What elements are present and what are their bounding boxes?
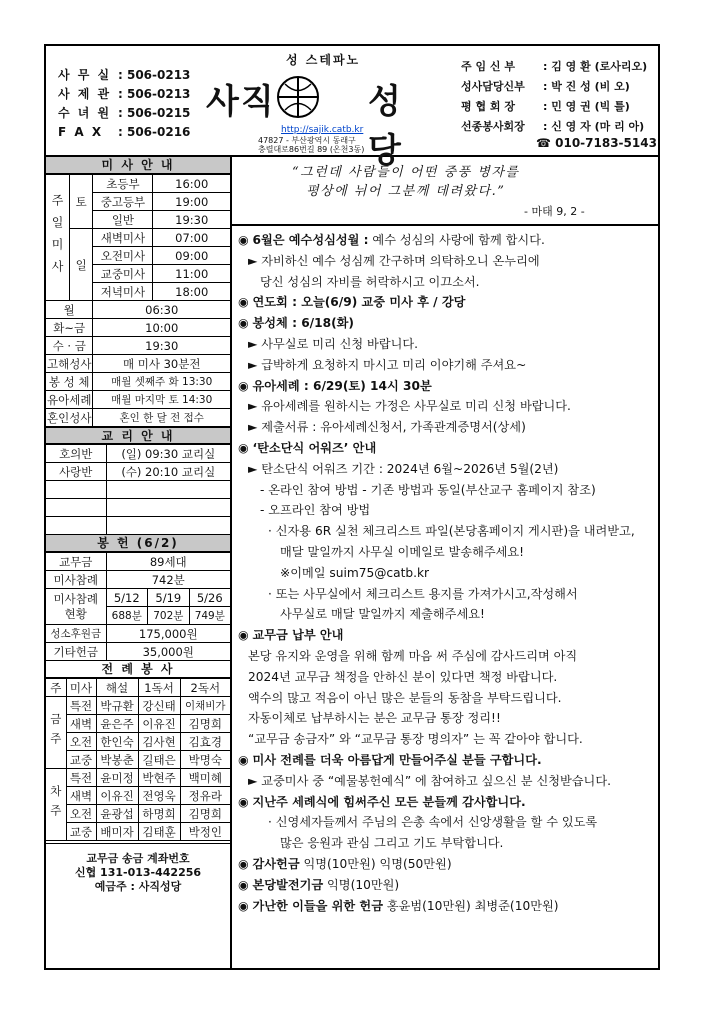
notice-heading: ◉ 연도회 : 오늘(6/9) 교중 미사 후 / 강당	[238, 295, 466, 310]
liturgy-heading: 전 례 봉 사	[46, 661, 230, 678]
staff-row: 선종봉사회장 : 신 영 자 (마 리 아)	[461, 120, 645, 133]
table-cell: 오전	[66, 733, 96, 751]
table-cell: 백미혜	[180, 769, 230, 787]
table-row: 미사참례 현황 5/12 5/19 5/26	[46, 589, 230, 607]
table-cell: 특전	[66, 697, 96, 715]
table-cell: 혼인 한 달 전 접수	[93, 409, 230, 427]
table-cell: 화~금	[46, 319, 93, 337]
table-cell: 한인숙	[96, 733, 138, 751]
left-column	[46, 157, 232, 970]
table-row	[46, 319, 230, 337]
bullet-icon: ◉	[238, 295, 253, 310]
notice-heading: ◉ 봉성체 : 6/18(화)	[238, 316, 354, 331]
table-cell: 윤은주	[96, 715, 138, 733]
contact-row: F A X : 506-0216	[58, 125, 191, 139]
notice-line: 많은 응원과 관심 그리고 기도 부탁합니다.	[280, 836, 504, 851]
notice-line: - 오프라인 참여 방법	[260, 503, 371, 518]
account-info: 교무금 송금 계좌번호 신협 131-013-442256 예금주 : 사직성당	[46, 843, 230, 894]
parish-logo-icon	[275, 74, 321, 120]
notice-line: ► 사무실로 미리 신청 바랍니다.	[248, 336, 419, 351]
table-row	[46, 697, 230, 715]
contact-row: 수 녀 원 : 506-0215	[58, 106, 191, 120]
table-cell: 박규환	[96, 697, 138, 715]
liturgy-table	[46, 678, 230, 841]
notice-line: 사무실로 매달 말일까지 제출해주세요!	[280, 607, 485, 622]
table-cell: 매월 마지막 토 14:30	[93, 391, 230, 409]
table-cell: 이채비가	[180, 697, 230, 715]
table-row	[46, 301, 230, 319]
bullet-icon: ◉	[238, 794, 253, 809]
table-row	[46, 463, 230, 481]
table-cell: 봉 성 체	[46, 373, 93, 391]
table-cell: 오전	[66, 805, 96, 823]
notice-heading: ◉ ‘탄소단식 어워즈’ 안내	[238, 440, 377, 455]
contact-row: 사 제 관 : 506-0213	[58, 87, 191, 101]
offering-table	[46, 552, 230, 661]
notices	[232, 224, 658, 916]
table-cell: 김태훈	[138, 823, 180, 841]
table-row	[46, 769, 230, 787]
notice-line: “교무금 송금자” 와 “교무금 통장 명의자” 는 꼭 같아야 합니다.	[248, 732, 583, 747]
empty-cell	[106, 481, 230, 499]
table-cell: 유아세례	[47, 392, 92, 407]
table-cell: 교중	[66, 823, 96, 841]
table-row	[46, 355, 230, 373]
table-row	[46, 823, 230, 841]
table-cell: 차주	[46, 769, 66, 841]
notice-line: · 또는 사무실에서 체크리스트 용지를 가져가시고,작성해서	[268, 586, 578, 601]
table-cell: 박봉춘	[96, 751, 138, 769]
class-heading: 교 리 안 내	[46, 427, 230, 444]
notice-line: ► 유아세례를 원하시는 가정은 사무실로 미리 신청 바랍니다.	[248, 399, 571, 414]
table-cell: 배미자	[96, 823, 138, 841]
table-cell: 11:00	[153, 265, 230, 283]
bullet-icon: ◉	[238, 440, 253, 455]
bullet-icon: ◉	[238, 752, 253, 767]
table-row	[46, 751, 230, 769]
table-cell: 16:00	[153, 175, 230, 193]
notice-line: 당신 성심의 자비를 허락하시고 이끄소서.	[260, 274, 480, 289]
table-cell: 윤미정	[96, 769, 138, 787]
table-cell: 강신태	[138, 697, 180, 715]
table-cell: 혼인성사	[47, 410, 92, 425]
notice-line: · 신자용 6R 실천 체크리스트 파일(본당홈페이지 게시판)을 내려받고,	[268, 524, 635, 539]
table-cell: 수 · 금	[46, 337, 93, 355]
table-cell: 박명숙	[180, 751, 230, 769]
notice-line: · 신영세자들께서 주님의 은총 속에서 신앙생활을 할 수 있도록	[268, 815, 598, 830]
table-cell: 김사현	[138, 733, 180, 751]
table-cell: 19:30	[153, 211, 230, 229]
table-row	[46, 391, 230, 409]
table-row: 교무금 89세대	[46, 553, 230, 571]
scripture-source: - 마태 9, 2 -	[524, 205, 585, 218]
table-row	[46, 733, 230, 751]
notice-heading: ◉ 본당발전기금 익명(10만원)	[238, 877, 400, 892]
mass-heading: 미 사 안 내	[46, 157, 230, 174]
table-cell: 저녁미사	[93, 283, 153, 301]
table-cell: 하명희	[138, 805, 180, 823]
table-cell: 정유라	[180, 787, 230, 805]
table-cell: 10:00	[93, 319, 230, 337]
table-row	[46, 373, 230, 391]
table-cell: 교중	[66, 751, 96, 769]
table-cell: 전영욱	[138, 787, 180, 805]
notice-line: ► 자비하신 예수 성심께 간구하며 의탁하오니 온누리에	[248, 253, 540, 268]
notice-line: ► 탄소단식 어워즈 기간 : 2024년 6월~2026년 5월(2년)	[248, 461, 559, 476]
bullet-icon: ◉	[238, 898, 253, 913]
table-row	[46, 229, 230, 247]
phone-number: ☎ 010-7183-5143	[536, 136, 657, 150]
table-cell: 19:00	[153, 193, 230, 211]
table-cell: 김명희	[180, 715, 230, 733]
table-row: 기타헌금 35,000원	[46, 643, 230, 661]
table-cell: 매 미사 30분전	[93, 355, 230, 373]
empty-cell	[106, 499, 230, 517]
empty-cell	[46, 517, 106, 535]
bulletin-page	[44, 44, 660, 970]
table-row: 688분 702분 749분	[46, 607, 230, 625]
bullet-icon: ◉	[238, 378, 253, 393]
table-cell: 07:00	[153, 229, 230, 247]
bullet-icon: ◉	[238, 628, 253, 643]
table-row	[46, 805, 230, 823]
table-cell: (수) 20:10 교리실	[106, 463, 230, 481]
parish-subtitle: 성 스테파노	[286, 53, 361, 67]
table-cell: 이유진	[138, 715, 180, 733]
notice-heading: ◉ 유아세례 : 6/29(토) 14시 30분	[238, 378, 432, 393]
table-cell: 고해성사	[47, 356, 92, 371]
notice-line: ※이메일 suim75@catb.kr	[280, 565, 430, 580]
table-cell: 호의반	[46, 445, 106, 463]
title-right: 성당	[368, 82, 403, 171]
notice-heading: ◉ 교무금 납부 안내	[238, 628, 344, 643]
table-cell: 초등부	[93, 175, 153, 193]
notice-heading: ◉ 6월은 예수성심성월 : 예수 성심의 사랑에 함께 합시다.	[238, 233, 545, 247]
bullet-icon: ◉	[238, 316, 253, 331]
notice-line: 자동이체로 납부하시는 분은 교무금 통장 정리!!	[248, 711, 501, 726]
table-cell: 주일미사	[46, 175, 69, 301]
contact-row: 사 무 실 : 506-0213	[58, 68, 191, 82]
table-cell: 교중미사	[93, 265, 153, 283]
contact-list	[58, 66, 190, 142]
table-cell: 금주	[46, 697, 66, 769]
empty-cell	[106, 517, 230, 535]
notice-heading: ◉ 지난주 세례식에 힘써주신 모든 분들께 감사합니다.	[238, 794, 526, 809]
table-cell: 18:00	[153, 283, 230, 301]
table-row: 미사참례 742분	[46, 571, 230, 589]
parish-website-link[interactable]: http://sajik.catb.kr	[281, 125, 364, 135]
staff-row: 주 임 신 부 : 김 영 환 (로사리오)	[461, 60, 648, 73]
table-cell: 새벽	[66, 715, 96, 733]
notice-line: ► 제출서류 : 유아세례신청서, 가족관계증명서(상세)	[248, 420, 526, 435]
table-cell: (일) 09:30 교리실	[106, 445, 230, 463]
staff-row: 평 협 회 장 : 민 영 권 (빅 틀)	[461, 100, 630, 113]
table-cell: 새벽	[66, 787, 96, 805]
table-row: 성소후원금 175,000원	[46, 625, 230, 643]
table-cell: 길태은	[138, 751, 180, 769]
title-left: 사직	[206, 82, 276, 122]
right-column	[232, 157, 658, 970]
table-cell: 19:30	[93, 337, 230, 355]
empty-cell	[46, 499, 106, 517]
table-cell: 박현주	[138, 769, 180, 787]
parish-address: 47827 - 부산광역시 동래구 충렬대로86번길 89 (온천3동)	[258, 136, 365, 154]
notice-line: 본당 유지와 운영을 위해 함께 마음 써 주심에 감사드리며 아직	[248, 648, 578, 663]
table-cell: 사랑반	[46, 463, 106, 481]
table-row	[46, 787, 230, 805]
offering-heading: 봉 헌 (6/2)	[46, 535, 230, 552]
table-cell: 새벽미사	[93, 229, 153, 247]
table-cell: 특전	[66, 769, 96, 787]
bullet-icon: ◉	[238, 233, 253, 247]
table-row	[46, 445, 230, 463]
staff-row: 성사담당신부 : 박 진 성 (비 오)	[461, 80, 630, 93]
notice-heading: ◉ 가난한 이들을 위한 헌금 홍윤범(10만원) 최병준(10만원)	[238, 898, 559, 913]
table-cell: 06:30	[93, 301, 230, 319]
notice-heading: ◉ 감사헌금 익명(10만원) 익명(50만원)	[238, 856, 452, 871]
table-cell: 09:00	[153, 247, 230, 265]
table-cell: 이유진	[96, 787, 138, 805]
table-cell: 토	[69, 175, 92, 229]
notice-line: ► 교중미사 중 “예물봉헌예식” 에 참여하고 싶으신 분 신청받습니다.	[248, 773, 611, 788]
class-table	[46, 444, 230, 535]
bullet-icon: ◉	[238, 856, 253, 871]
notice-line: 매달 말일까지 사무실 이메일로 발송해주세요!	[280, 544, 525, 559]
table-cell: 오전미사	[93, 247, 153, 265]
scripture-quote: “그런데 사람들이 어떤 중풍 병자를 평상에 뉘어 그분께 데려왔다.”	[292, 165, 520, 199]
table-row: 주 미사 해설 1독서 2독서	[46, 679, 230, 697]
notice-line: - 온라인 참여 방법 - 기존 방법과 동일(부산교구 홈페이지 참조)	[260, 482, 596, 497]
table-cell: 윤광섭	[96, 805, 138, 823]
table-row	[46, 175, 230, 193]
table-cell: 김명희	[180, 805, 230, 823]
empty-cell	[46, 481, 106, 499]
notice-heading: ◉ 미사 전례를 더욱 아름답게 만들어주실 분들 구합니다.	[238, 752, 542, 767]
table-cell: 일	[69, 229, 92, 301]
notice-line: 2024년 교무금 책정을 안하신 분이 있다면 책정 바랍니다.	[248, 669, 558, 684]
staff-list	[461, 57, 647, 137]
notice-line: ► 급박하게 요청하지 마시고 미리 이야기해 주셔요~	[248, 357, 527, 372]
table-cell: 일반	[93, 211, 153, 229]
table-row	[46, 481, 230, 499]
table-cell: 박정인	[180, 823, 230, 841]
table-row	[46, 499, 230, 517]
table-row	[46, 409, 230, 427]
table-cell: 김효경	[180, 733, 230, 751]
table-row	[46, 517, 230, 535]
table-row	[46, 715, 230, 733]
table-cell: 중고등부	[93, 193, 153, 211]
bullet-icon: ◉	[238, 877, 253, 892]
notice-line: 액수의 많고 적음이 아닌 많은 분들의 동참을 부탁드립니다.	[248, 690, 562, 705]
table-cell: 매월 셋째주 화 13:30	[93, 373, 230, 391]
table-cell: 월	[46, 301, 93, 319]
mass-schedule-table	[46, 174, 230, 427]
table-row	[46, 337, 230, 355]
